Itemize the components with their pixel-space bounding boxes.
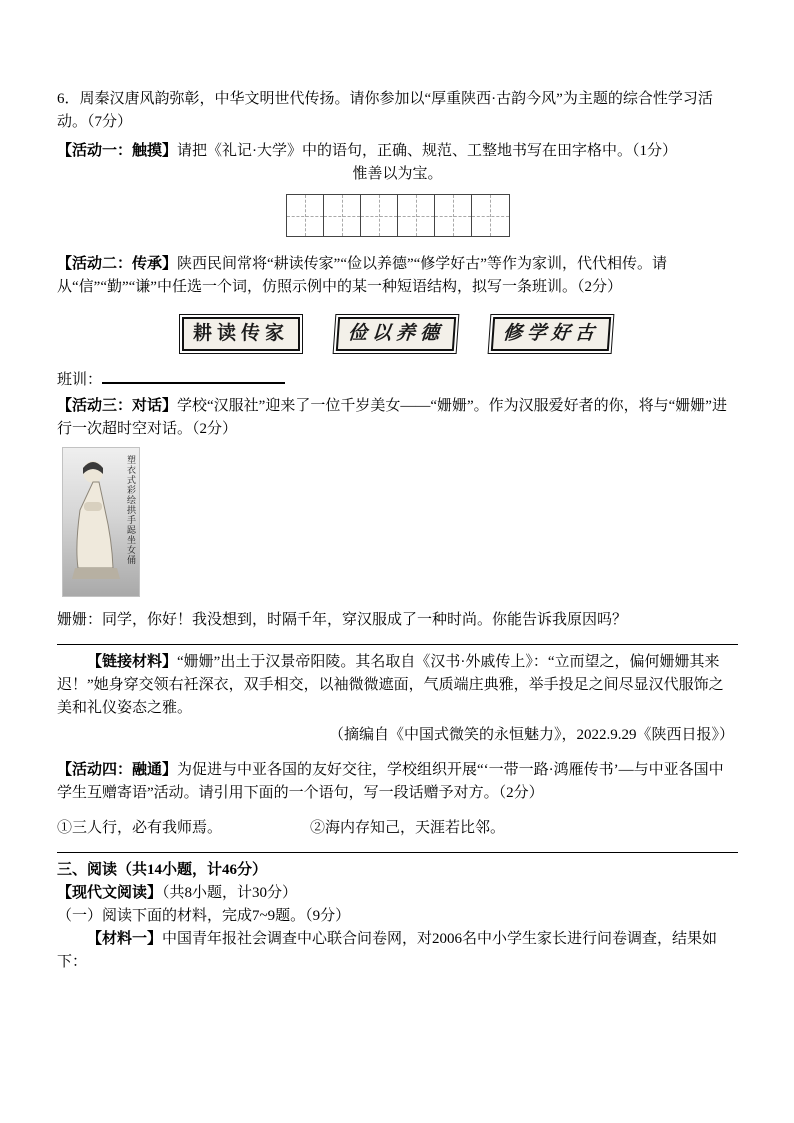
class-motto-blank xyxy=(102,370,285,384)
material1-paragraph xyxy=(57,928,738,974)
part1-instruction: （一）阅读下面的材料，完成7~9题。（9分） xyxy=(57,908,351,924)
quote-options xyxy=(57,817,738,840)
source-attribution: （摘编自《中国式微笑的永恒魅力》，2022.9.29《陕西日报》） xyxy=(328,727,734,743)
activity4-label: 【活动四：融通】 xyxy=(57,762,178,778)
activity3-paragraph xyxy=(57,395,738,441)
activity2-label: 【活动二：传承】 xyxy=(57,256,178,272)
material1-label: 【材料一】 xyxy=(87,931,163,947)
shanshan-dialogue: 姗姗：同学，你好！我没想到，时隔千年，穿汉服成了一种时尚。你能告诉我原因吗？ xyxy=(57,612,628,628)
tianzige-cell xyxy=(361,195,398,236)
modern-reading-heading xyxy=(57,882,738,905)
plaque-image-2: 俭以养德 xyxy=(336,317,456,351)
activity1-text: 请把《礼记·大学》中的语句，正确、规范、工整地书写在田字格中。（1分） xyxy=(177,143,678,159)
modern-reading-rest: （共8小题，计30分） xyxy=(162,885,298,901)
activity3-text: 学校“汉服社”迎来了一位千岁美女——“姗姗”。作为汉服爱好者的你，将与“姗姗”进行一次超时空对话。（2分） xyxy=(57,398,727,437)
question-6-body: 6．周秦汉唐风韵弥彰，中华文明世代传扬。请你参加以“厚重陕西·古韵今风”为主题的综合性学习活动。（7分） xyxy=(57,91,713,130)
section-divider-2 xyxy=(57,852,738,853)
link-material-label: 【链接材料】 xyxy=(87,654,178,670)
activity2-paragraph xyxy=(57,253,738,299)
link-material-paragraph xyxy=(57,651,738,720)
material1-text: 中国青年报社会调查中心联合问卷网，对2006名中小学生家长进行问卷调查，结果如下： xyxy=(57,931,718,970)
question-6-text xyxy=(57,88,738,134)
class-motto-label: 班训： xyxy=(57,372,103,388)
tianzige-cell xyxy=(324,195,361,236)
plaque-image-1: 耕读传家 xyxy=(182,317,300,351)
tianzige-cell xyxy=(287,195,324,236)
class-motto-line xyxy=(57,369,738,392)
link-material-text: “姗姗”出土于汉景帝阳陵。其名取自《汉书·外戚传上》：“立而望之，偏何姗姗其来迟！”她身穿交领右衽深衣，双手相交，以袖微微遮面，气质端庄典雅，举手投足之间尽显汉代服饰之美和礼仪姿态之雅。 xyxy=(57,654,724,716)
tianzige-cell xyxy=(435,195,472,236)
activity1-label: 【活动一：触摸】 xyxy=(57,143,178,159)
quote-option-1: ①三人行，必有我师焉。 xyxy=(57,820,223,836)
family-motto-plaques xyxy=(182,317,610,351)
activity1-paragraph xyxy=(57,140,738,163)
tianzige-cell xyxy=(398,195,435,236)
plaque-image-3: 修学好古 xyxy=(491,317,611,351)
activity3-label: 【活动三：对话】 xyxy=(57,398,178,414)
copy-phrase: 惟善以为宝。 xyxy=(352,166,443,182)
activity4-paragraph xyxy=(57,759,738,805)
figurine-image xyxy=(62,447,140,597)
activity2-text: 陕西民间常将“耕读传家”“俭以养德”“修学好古”等作为家训，代代相传。请从“信”“勤”“谦”中任选一个词，仿照示例中的某一种短语结构，拟写一条班训。（2分） xyxy=(57,256,667,295)
section3-heading: 三、阅读（共14小题，计46分） xyxy=(57,862,268,878)
tianzige-grid xyxy=(286,194,510,237)
activity4-text: 为促进与中亚各国的友好交往，学校组织开展“‘一带一路·鸿雁传书’—与中亚各国中学生互赠寄语”活动。请引用下面的一个语句，写一段话赠予对方。（2分） xyxy=(57,762,724,801)
quote-option-2: ②海内存知己，天涯若比邻。 xyxy=(310,820,506,836)
tianzige-grid-row xyxy=(57,194,738,237)
modern-reading-label: 【现代文阅读】 xyxy=(57,885,163,901)
figurine-caption: 塑衣式彩绘拱手跽坐女俑 xyxy=(126,455,136,565)
tianzige-cell xyxy=(472,195,509,236)
section-divider-1 xyxy=(57,644,738,645)
